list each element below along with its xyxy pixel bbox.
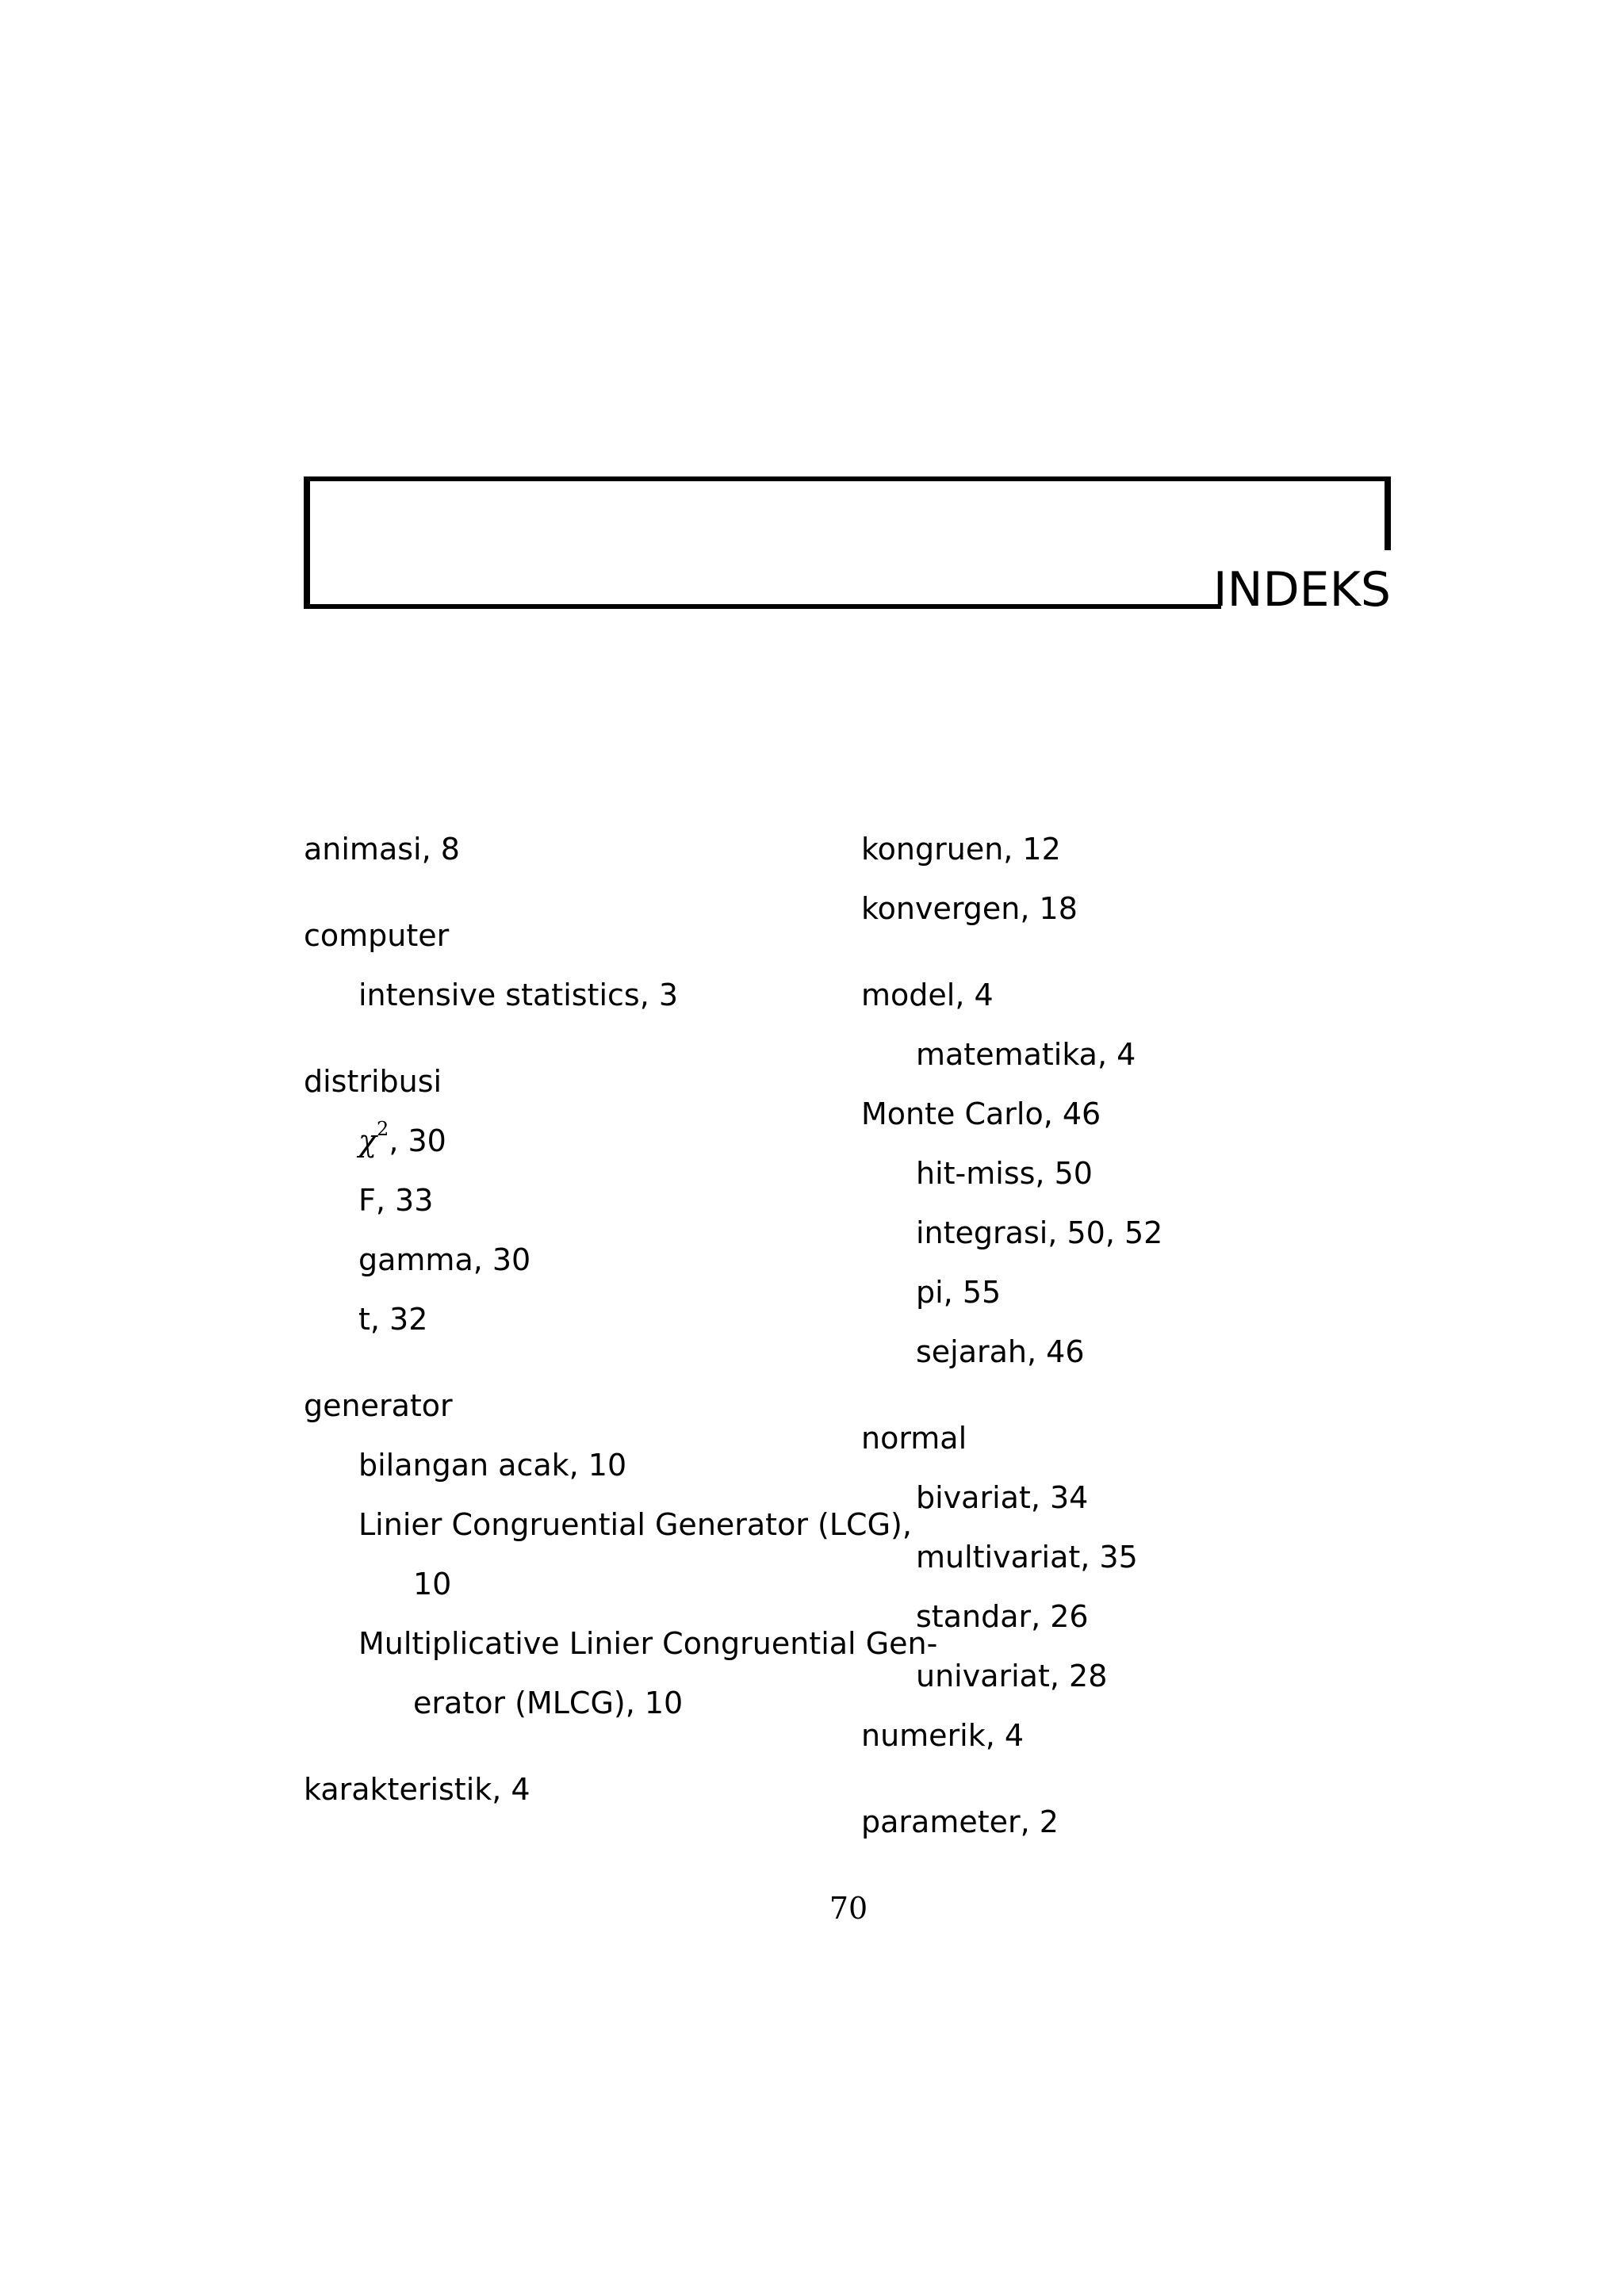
index-term: Monte Carlo, 46 (861, 1096, 1101, 1131)
index-subterm-continuation: 10 (413, 1567, 452, 1601)
index-term: generator (304, 1388, 453, 1423)
index-subterm-chi-square (304, 1117, 859, 1177)
index-group-karakteristik (304, 1766, 859, 1825)
index-subterm: Multiplicative Linier Congruential Gen- (358, 1626, 938, 1661)
index-subterm: multivariat, 35 (916, 1540, 1138, 1575)
index-group-kongruen (861, 825, 1385, 885)
index-term: kongruen, 12 (861, 832, 1061, 867)
index-subterm: sejarah, 46 (916, 1334, 1085, 1369)
index-term: karakteristik, 4 (304, 1772, 530, 1807)
index-subterm: pi, 55 (916, 1275, 1002, 1310)
index-term: computer (304, 918, 450, 953)
index-term: normal (861, 1421, 967, 1456)
index-group-parameter (861, 1798, 1385, 1858)
index-term: animasi, 8 (304, 832, 460, 867)
index-subterm: univariat, 28 (916, 1659, 1108, 1693)
index-group-animasi (304, 825, 859, 885)
index-subterm-continuation: erator (MLCG), 10 (413, 1686, 684, 1720)
index-right-column (861, 825, 1385, 1885)
index-group-konvergen (861, 885, 1385, 944)
index-group-distribusi (304, 1058, 859, 1355)
chi-pages: , 30 (389, 1123, 446, 1158)
chi-exponent: 2 (377, 1118, 389, 1140)
index-group-monte-carlo (861, 1090, 1385, 1387)
index-subterm: hit-miss, 50 (916, 1156, 1093, 1191)
index-subterm: bivariat, 34 (916, 1480, 1089, 1515)
heading-frame-right-rule (1385, 476, 1391, 550)
index-subterm: bilangan acak, 10 (358, 1448, 627, 1483)
index-subterm: t, 32 (358, 1302, 428, 1337)
heading-frame-top-rule (304, 476, 1391, 481)
index-subterm: gamma, 30 (358, 1242, 531, 1277)
heading-frame-left-rule (304, 476, 310, 609)
index-group-model (861, 971, 1385, 1090)
chi-symbol: χ (358, 1123, 377, 1158)
index-term: numerik, 4 (861, 1718, 1025, 1753)
index-group-computer (304, 912, 859, 1031)
index-subterm: matematika, 4 (916, 1037, 1136, 1072)
index-term: model, 4 (861, 978, 994, 1012)
index-subterm: Linier Congruential Generator (LCG), (358, 1507, 912, 1542)
index-term: konvergen, 18 (861, 891, 1078, 926)
index-group-numerik (861, 1712, 1385, 1771)
index-subterm: F, 33 (358, 1183, 434, 1218)
index-group-normal (861, 1414, 1385, 1712)
heading-frame-bottom-rule (304, 604, 1221, 609)
index-subterm: intensive statistics, 3 (358, 978, 679, 1012)
index-subterm: standar, 26 (916, 1599, 1089, 1634)
index-term: distribusi (304, 1064, 442, 1099)
chapter-title: INDEKS (1212, 562, 1391, 618)
index-subterm: integrasi, 50, 52 (916, 1215, 1163, 1250)
page-number: 70 (829, 1891, 868, 1926)
index-term: parameter, 2 (861, 1804, 1059, 1839)
